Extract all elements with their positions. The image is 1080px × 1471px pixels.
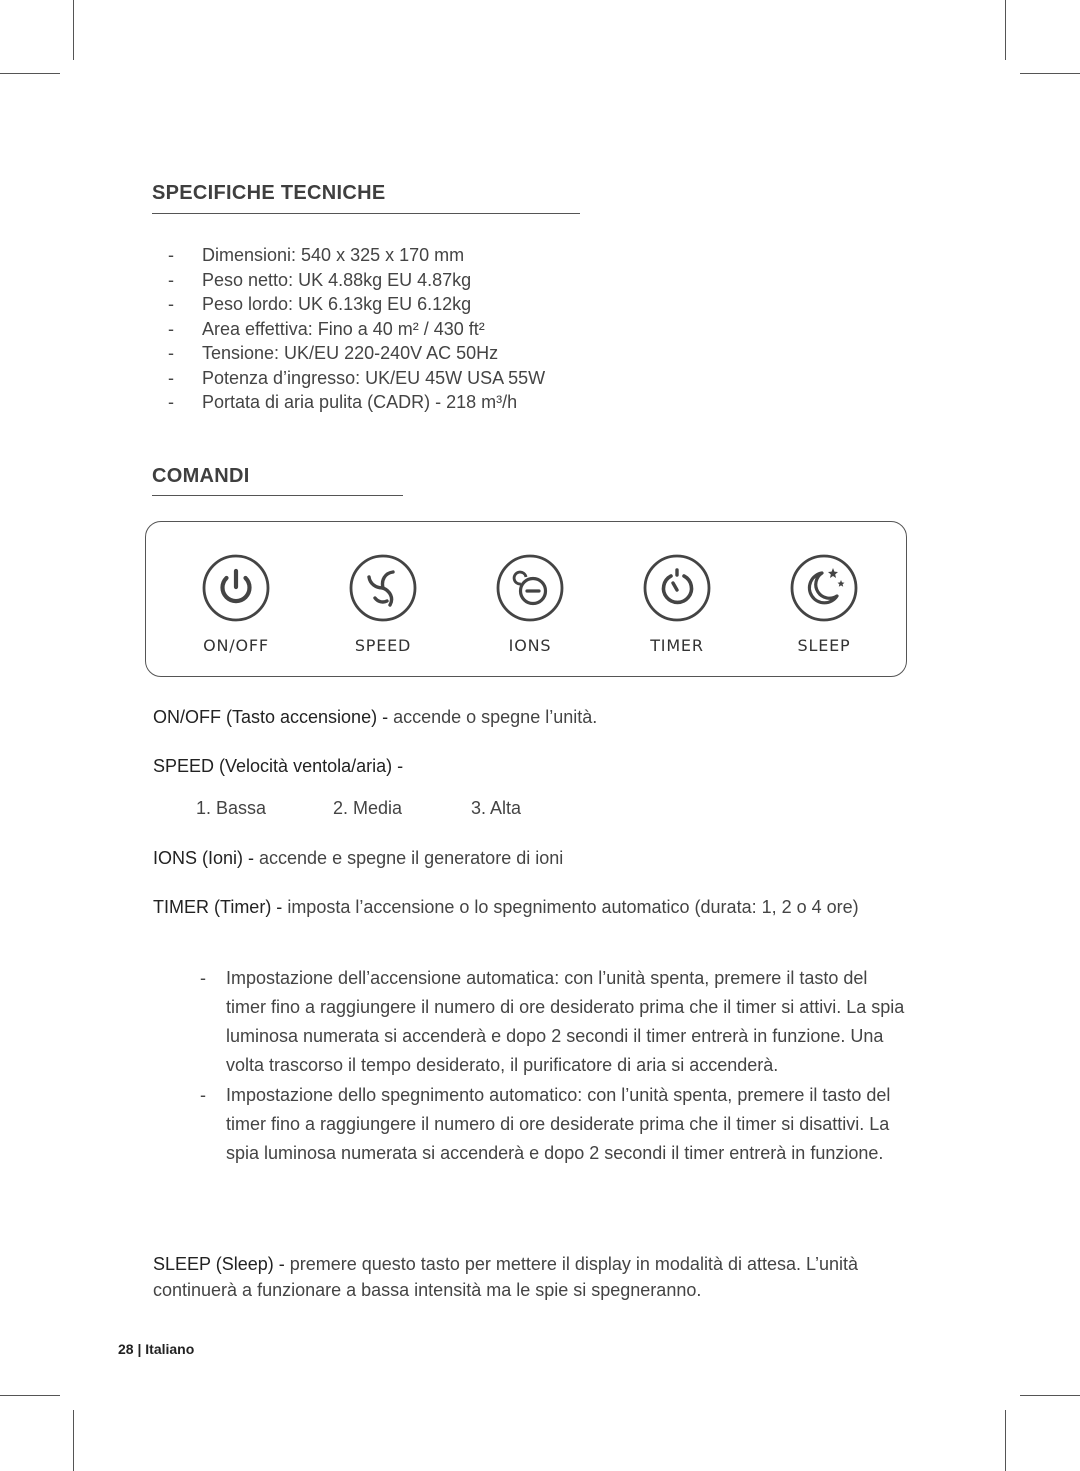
ions-term: IONS (Ioni) - — [153, 848, 255, 868]
control-label: IONS — [508, 636, 552, 655]
control-ions — [475, 553, 585, 655]
crop-mark — [1005, 1410, 1006, 1471]
spec-item-text: Dimensioni: 540 x 325 x 170 mm — [202, 245, 465, 265]
control-label: SPEED — [354, 636, 412, 655]
speed-level: 2. Media — [333, 798, 403, 818]
timer-icon — [642, 553, 712, 623]
bullet-dash: - — [168, 294, 174, 314]
bullet-dash: - — [168, 392, 174, 412]
spec-item-text: Peso netto: UK 4.88kg EU 4.87kg — [202, 269, 472, 290]
controls-title: COMANDI — [152, 465, 250, 487]
spec-item-text: Peso lordo: UK 6.13kg EU 6.12kg — [202, 294, 472, 314]
crop-mark — [0, 1395, 60, 1396]
spec-item-text: Portata di aria pulita (CADR) - 218 m³/h — [202, 392, 518, 412]
speed-level: 3. Alta — [471, 798, 522, 818]
moon-stars-icon — [789, 553, 859, 623]
fan-icon — [348, 553, 418, 623]
bullet-dash: - — [168, 269, 174, 290]
crop-mark — [1005, 0, 1006, 60]
control-label: ON/OFF — [203, 636, 269, 655]
bullet-dash: - — [168, 318, 174, 339]
power-icon — [201, 553, 271, 623]
bullet-dash: - — [168, 343, 174, 363]
timer-term: TIMER (Timer) - — [153, 897, 283, 917]
ions-description — [153, 845, 903, 871]
timer-description — [153, 894, 903, 920]
bullet-dash: - — [200, 1085, 206, 1105]
onoff-description — [153, 704, 903, 730]
page-footer — [118, 1341, 194, 1357]
crop-mark — [1020, 1395, 1080, 1396]
bullet-dash: - — [200, 968, 206, 988]
crop-mark — [0, 73, 60, 74]
page-number: 28 — [118, 1341, 134, 1357]
speed-level: 1. Bassa — [196, 798, 267, 818]
control-onoff — [181, 553, 291, 655]
crop-mark — [1020, 73, 1080, 74]
timer-item-text: Impostazione dell’accensione automatica: con l’unità spenta, premere il tasto del timer fino a raggiungere il numero di ore desiderato prima che il timer si attivi. La spia luminosa numerata si accenderà e dopo 2 secondi il timer entrerà in funzione. Una volta trascorso il tempo desiderato, il purificatore di aria si accenderà. — [226, 968, 905, 1075]
spec-item-text: Potenza d’ingresso: UK/EU 45W USA 55W — [202, 367, 546, 388]
sleep-term: SLEEP (Sleep) - — [153, 1254, 285, 1274]
ions-text: accende e spegne il generatore di ioni — [254, 848, 564, 868]
control-panel-illustration — [145, 521, 907, 677]
sleep-text: premere questo tasto per mettere il display in modalità di attesa. L’unità continuerà a funzionare a bassa intensità ma le spie si spegneranno. — [153, 1254, 859, 1300]
spec-title-rule — [152, 213, 580, 214]
crop-mark — [73, 0, 74, 60]
control-timer — [622, 553, 732, 655]
controls-title-rule — [152, 495, 403, 496]
control-label: TIMER — [650, 636, 704, 655]
control-speed — [328, 553, 438, 655]
footer-language: Italiano — [145, 1341, 195, 1357]
timer-item-text: Impostazione dello spegnimento automatico: con l’unità spenta, premere il tasto del timer fino a raggiungere il numero di ore desiderate prima che il timer si disattivi. La spia luminosa numerata si accenderà e dopo 2 secondi il timer entrerà in funzione. — [226, 1085, 891, 1163]
timer-list — [196, 964, 908, 1169]
bullet-dash: - — [168, 245, 174, 265]
control-sleep — [769, 553, 879, 655]
sleep-description — [153, 1251, 903, 1303]
bullet-dash: - — [168, 367, 174, 388]
spec-title: SPECIFICHE TECNICHE — [152, 182, 386, 204]
spec-item-text: Tensione: UK/EU 220-240V AC 50Hz — [202, 343, 499, 363]
timer-text: imposta l’accensione o lo spegnimento automatico (durata: 1, 2 o 4 ore) — [282, 897, 859, 917]
spec-item-text: Area effettiva: Fino a 40 m² / 430 ft² — [202, 318, 485, 339]
timer-item — [196, 964, 908, 1080]
timer-item — [196, 1081, 908, 1168]
ions-icon — [495, 553, 565, 623]
speed-description — [153, 753, 903, 779]
onoff-text: accende o spegne l’unità. — [388, 707, 598, 727]
crop-mark — [73, 1410, 74, 1471]
control-label: SLEEP — [797, 636, 851, 655]
speed-term: SPEED (Velocità ventola/aria) - — [153, 756, 404, 776]
footer-separator: | — [133, 1341, 146, 1357]
onoff-term: ON/OFF (Tasto accensione) - — [153, 707, 389, 727]
